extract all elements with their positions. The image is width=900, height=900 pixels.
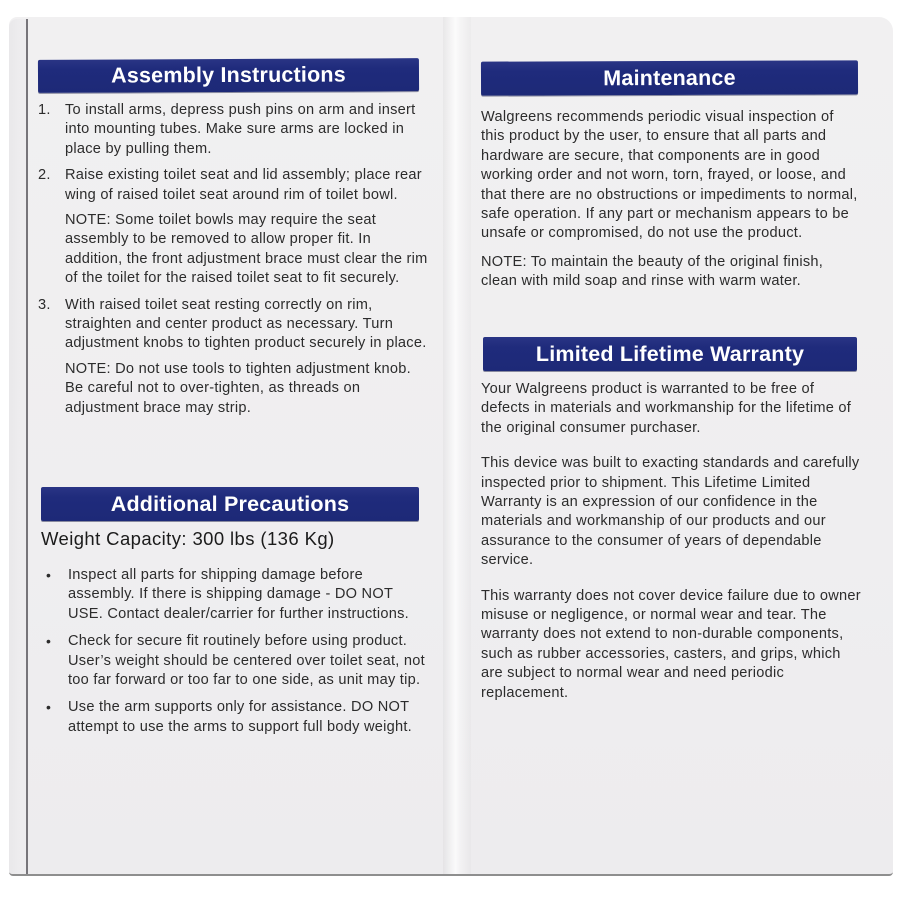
list-item-main-text: With raised toilet seat resting correctly on rim, straighten and center product as necessary. Turn adjustment knobs to tighten product securely in place. [65,296,427,352]
precautions-bullet-list [46,566,428,745]
leaflet-center-fold [443,17,471,874]
leaflet-left-fold-edge [9,19,28,874]
warranty-paragraph: This warranty does not cover device failure due to owner misuse or negligence, or normal wear and tear. The warranty does not extend to non-durable components, such as rubber accessories, casters, and grips, which are subject to normal wear and need periodic replacement. [481,587,861,701]
list-item [38,101,428,159]
instruction-leaflet [9,17,893,876]
list-item-note: NOTE: Do not use tools to tighten adjustment knob. Be careful not to over-tighten, as threads on adjustment brace may strip. [65,360,411,416]
section-title: Additional Precautions [110,491,350,516]
bullet-item [46,632,428,690]
bullet-icon: • [46,699,52,716]
section-header-assembly-instructions [38,58,419,93]
list-item-text [65,296,428,418]
list-item-number: 1. [38,102,51,118]
maintenance-text [481,108,861,292]
section-title: Assembly Instructions [111,62,346,88]
list-item-main-text: Raise existing toilet seat and lid assembly; place rear wing of raised toilet seat around rim of toilet bowl. [65,167,422,203]
list-item [38,166,428,288]
warranty-paragraph: This device was built to exacting standards and carefully inspected prior to shipment. This Lifetime Limited Warranty is an expression of our confidence in the materials and workmanship of our products and our assurance to the consumer of years of dependable service. [481,455,860,569]
warranty-paragraph: Your Walgreens product is warranted to be free of defects in materials and workmanship for the lifetime of the original consumer purchaser. [481,381,852,436]
maintenance-note: NOTE: To maintain the beauty of the original finish, clean with mild soap and rinse with warm water. [481,253,824,290]
section-title: Limited Lifetime Warranty [535,341,805,366]
warranty-text [481,380,861,719]
list-item-text: To install arms, depress push pins on arm and insert into mounting tubes. Make sure arms are locked in place by pulling them. [65,102,416,157]
assembly-instructions-list [38,101,428,425]
bullet-item [46,566,428,624]
bullet-item [46,698,428,737]
bullet-icon: • [46,567,52,583]
list-item [38,296,428,418]
list-item-text [65,166,428,288]
section-header-limited-lifetime-warranty [483,337,857,371]
bullet-text: Inspect all parts for shipping damage before assembly. If there is shipping damage - DO NOT USE. Contact dealer/carrier for further instructions. [68,567,409,622]
section-title: Maintenance [603,65,736,90]
section-header-additional-precautions [41,487,419,521]
weight-capacity-text: Weight Capacity: 300 lbs (136 Kg) [41,528,335,549]
bullet-text: Use the arm supports only for assistance. DO NOT attempt to use the arms to support full body weight. [68,699,412,735]
maintenance-paragraph: Walgreens recommends periodic visual inspection of this product by the user, to ensure that all parts and hardware are secure, that components are in good working order and not worn, torn, frayed, or loose, and that there are no obstructions or impediments to normal, safe operation. If any part or mechanism appears to be unsafe or compromised, do not use the product. [481,109,858,242]
bullet-icon: • [46,633,52,650]
section-header-maintenance [481,60,858,95]
bullet-text: Check for secure fit routinely before using product. User’s weight should be centered over toilet seat, not too far forward or too far to one side, as unit may tip. [68,633,425,689]
list-item-number: 3. [38,296,51,313]
list-item-number: 2. [38,167,51,184]
list-item-note: NOTE: Some toilet bowls may require the seat assembly to be removed to allow proper fit. In addition, the front adjustment brace must clear the rim of the toilet for the raised toilet seat to fit securely. [65,212,428,287]
